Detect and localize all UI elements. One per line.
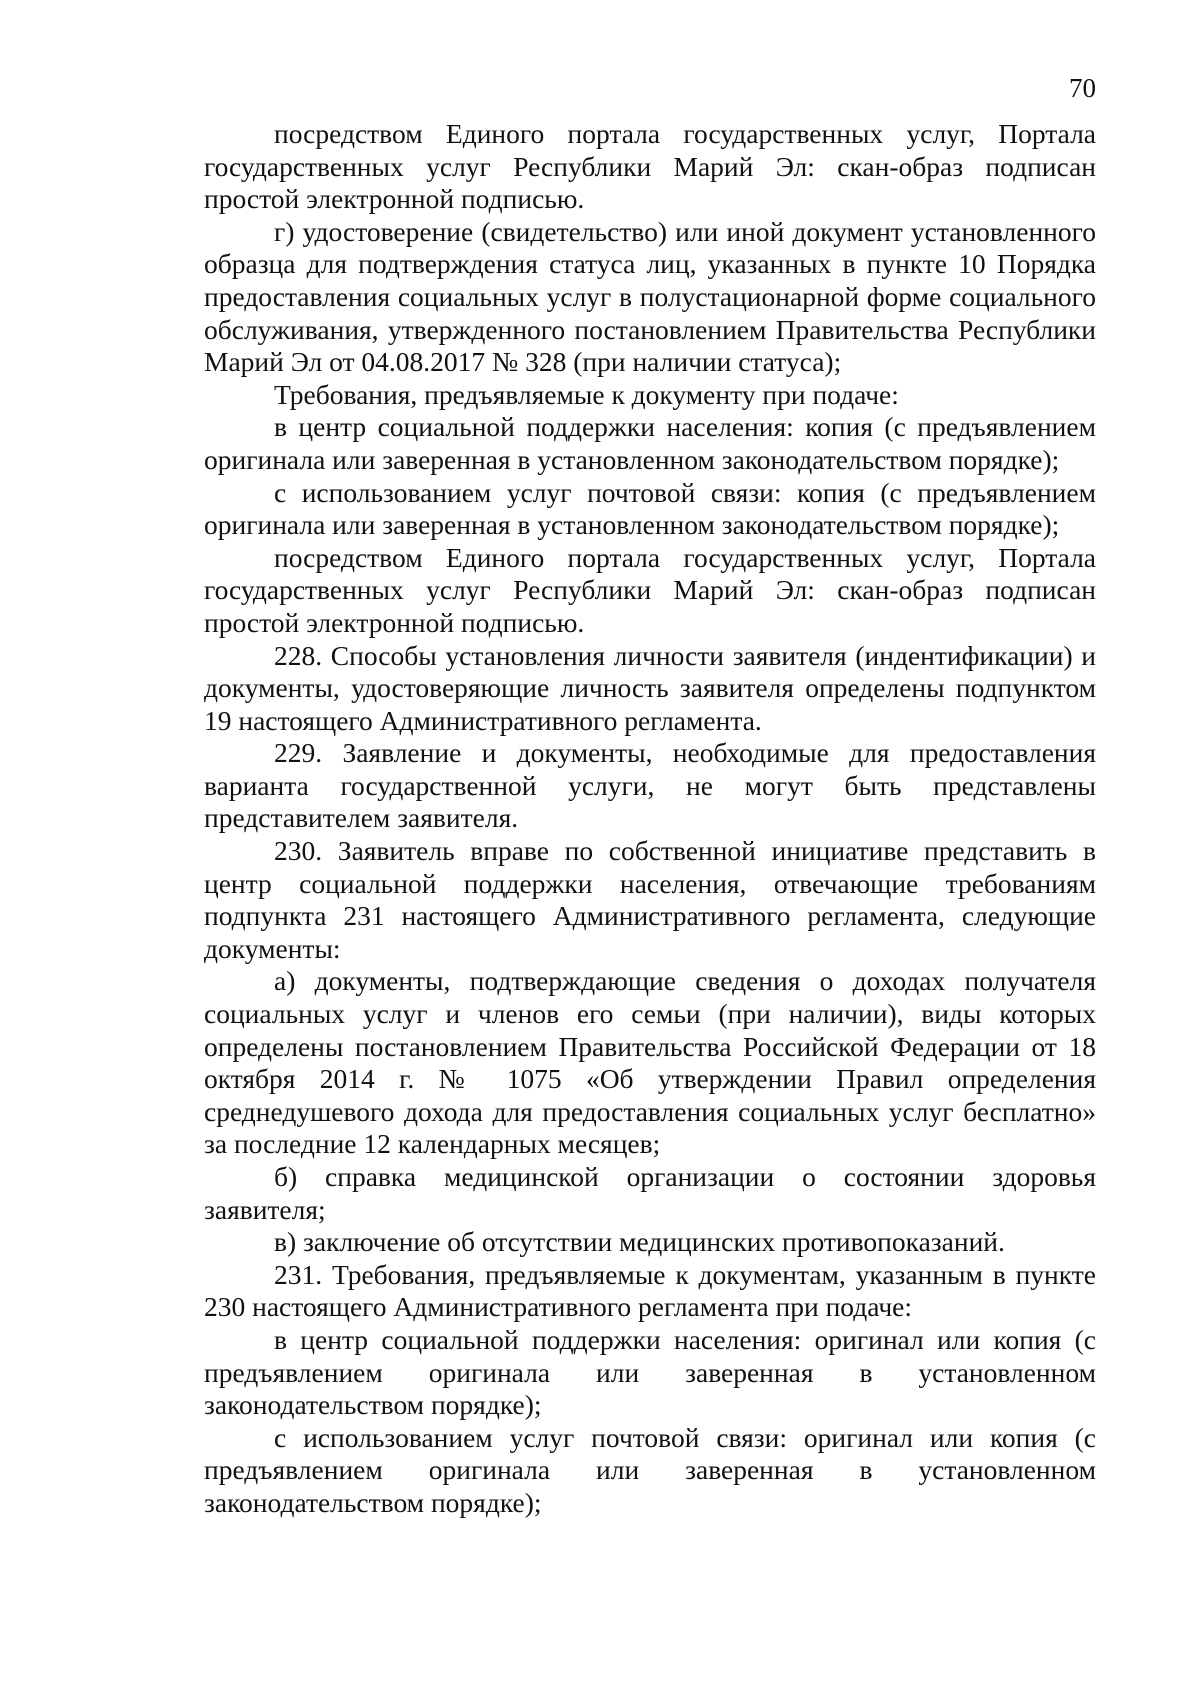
paragraph: 228. Способы установления личности заявителя (индентификации) и документы, удостоверяющие личность заявителя определены подпунктом 19 настоящего Административного регламента. xyxy=(204,639,1096,736)
paragraph: с использованием услуг почтовой связи: оригинал или копия (с предъявлением оригинала или заверенная в установленном законодательством порядке); xyxy=(204,1421,1096,1518)
paragraph: г) удостоверение (свидетельство) или иной документ установленного образца для подтверждения статуса лиц, указанных в пункте 10 Порядка предоставления социальных услуг в полустационарной форме социального обслуживания, утвержденного постановлением Правительства Республики Марий Эл от 04.08.2017 № 328 (при наличии статуса); xyxy=(204,215,1096,378)
page-number: 70 xyxy=(1069,73,1096,103)
paragraph: с использованием услуг почтовой связи: копия (с предъявлением оригинала или заверенная в установленном законодательством порядке); xyxy=(204,476,1096,541)
document-body xyxy=(204,118,1096,1520)
paragraph: 229. Заявление и документы, необходимые для предоставления варианта государственной услуги, не могут быть представлены представителем заявителя. xyxy=(204,737,1096,834)
paragraph: Требования, предъявляемые к документу при подаче: xyxy=(274,378,899,410)
paragraph: 231. Требования, предъявляемые к документам, указанным в пункте 230 настоящего Административного регламента при подаче: xyxy=(204,1258,1096,1323)
paragraph: в центр социальной поддержки населения: копия (с предъявлением оригинала или заверенная в установленном законодательством порядке); xyxy=(204,411,1096,475)
paragraph: в центр социальной поддержки населения: оригинал или копия (с предъявлением оригинала или заверенная в установленном законодательством порядке); xyxy=(204,1323,1096,1421)
paragraph: посредством Единого портала государственных услуг, Портала государственных услуг Республики Марий Эл: скан-образ подписан простой электронной подписью. xyxy=(204,541,1096,638)
paragraph: б) справка медицинской организации о состоянии здоровья заявителя; xyxy=(204,1161,1096,1225)
paragraph: а) документы, подтверждающие сведения о доходах получателя социальных услуг и членов его семьи (при наличии), виды которых определены постановлением Правительства Российской Федерации от 18 октября 2014 г. № 1075 «Об утверждении Правил определения среднедушевого дохода для предоставления социальных услуг бесплатно» за последние 12 календарных месяцев; xyxy=(204,965,1096,1160)
paragraph: в) заключение об отсутствии медицинских противопоказаний. xyxy=(274,1226,1005,1258)
paragraph: 230. Заявитель вправе по собственной инициативе представить в центр социальной поддержки населения, отвечающие требованиям подпункта 231 настоящего Административного регламента, следующие документы: xyxy=(204,835,1096,964)
paragraph: посредством Единого портала государственных услуг, Портала государственных услуг Республики Марий Эл: скан-образ подписан простой электронной подписью. xyxy=(204,118,1096,215)
